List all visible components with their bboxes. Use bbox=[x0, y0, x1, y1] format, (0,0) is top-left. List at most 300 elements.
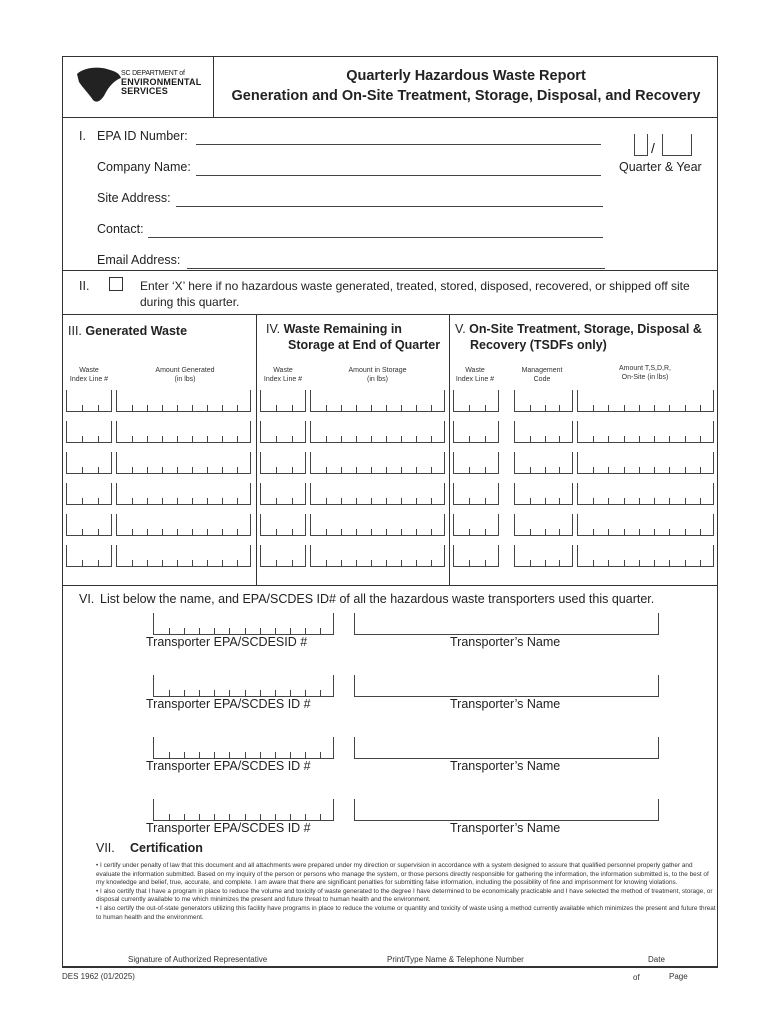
field-tick bbox=[199, 752, 200, 758]
field-tick bbox=[545, 529, 546, 535]
section4-title-line1: Waste Remaining in bbox=[283, 322, 402, 336]
field-tick bbox=[639, 560, 640, 566]
field-tick bbox=[530, 405, 531, 411]
section3-title bbox=[68, 323, 187, 339]
field-tick bbox=[290, 628, 291, 634]
form-title-line1: Quarterly Hazardous Waste Report bbox=[346, 68, 586, 84]
s3-col-index-line2: Index Line # bbox=[69, 376, 109, 383]
field-tick bbox=[485, 405, 486, 411]
field-tick bbox=[624, 467, 625, 473]
quarter-box[interactable] bbox=[634, 134, 648, 156]
field-tick bbox=[229, 814, 230, 820]
field-tick bbox=[237, 405, 238, 411]
field-tick bbox=[685, 498, 686, 504]
field-tick bbox=[260, 814, 261, 820]
s4-index-field[interactable] bbox=[260, 390, 306, 412]
field-tick bbox=[545, 467, 546, 473]
field-tick bbox=[654, 467, 655, 473]
field-tick bbox=[559, 405, 560, 411]
transporter-id-field[interactable] bbox=[153, 799, 334, 821]
field-tick bbox=[305, 752, 306, 758]
field-tick bbox=[401, 436, 402, 442]
field-tick bbox=[669, 560, 670, 566]
transporter-name-field[interactable] bbox=[354, 737, 659, 759]
field-tick bbox=[222, 498, 223, 504]
field-tick bbox=[386, 405, 387, 411]
field-tick bbox=[624, 529, 625, 535]
s3-index-field[interactable] bbox=[66, 514, 112, 536]
field-tick bbox=[184, 752, 185, 758]
field-tick bbox=[386, 436, 387, 442]
field-tick bbox=[700, 405, 701, 411]
section7-number: VII. bbox=[96, 841, 115, 855]
divider-header bbox=[62, 117, 718, 118]
s4-index-field[interactable] bbox=[260, 545, 306, 567]
s4-col-amount-line2: (in lbs) bbox=[366, 376, 388, 383]
field-tick bbox=[177, 498, 178, 504]
contact-field[interactable] bbox=[148, 237, 603, 238]
field-tick bbox=[608, 405, 609, 411]
s5-index-field[interactable] bbox=[453, 390, 499, 412]
s3-index-field[interactable] bbox=[66, 545, 112, 567]
s5-amount-field[interactable] bbox=[577, 390, 714, 412]
field-tick bbox=[341, 405, 342, 411]
field-tick bbox=[237, 467, 238, 473]
s5-mgmt-field[interactable] bbox=[514, 452, 573, 474]
s5-index-field[interactable] bbox=[453, 452, 499, 474]
field-tick bbox=[530, 529, 531, 535]
field-tick bbox=[326, 436, 327, 442]
field-tick bbox=[416, 529, 417, 535]
field-tick bbox=[401, 498, 402, 504]
s3-index-field[interactable] bbox=[66, 390, 112, 412]
field-tick bbox=[639, 498, 640, 504]
field-tick bbox=[416, 436, 417, 442]
field-tick bbox=[685, 529, 686, 535]
s5-col-mgmt-line2: Code bbox=[533, 376, 551, 383]
field-tick bbox=[639, 529, 640, 535]
field-tick bbox=[431, 560, 432, 566]
divider-section2 bbox=[62, 314, 718, 315]
field-tick bbox=[593, 560, 594, 566]
field-tick bbox=[147, 405, 148, 411]
cert-paragraph-3: • I also certify the out-of-state generators utilizing this facility have programs in place to reduce the volume or quantity and toxicity of waste using a method currently available which minimizes the present and future threat to human health and the environment. bbox=[96, 904, 716, 921]
field-tick bbox=[177, 529, 178, 535]
field-tick bbox=[341, 498, 342, 504]
field-tick bbox=[371, 560, 372, 566]
transporter-id-field[interactable] bbox=[153, 613, 334, 635]
field-tick bbox=[229, 628, 230, 634]
quarter-year-label: Quarter & Year bbox=[619, 160, 702, 174]
s5-col-mgmt-header bbox=[512, 366, 572, 384]
field-tick bbox=[608, 467, 609, 473]
field-tick bbox=[292, 498, 293, 504]
field-tick bbox=[276, 560, 277, 566]
field-tick bbox=[132, 467, 133, 473]
field-tick bbox=[685, 467, 686, 473]
s4-index-field[interactable] bbox=[260, 421, 306, 443]
section4-title bbox=[266, 321, 440, 353]
s4-amount-field[interactable] bbox=[310, 452, 445, 474]
field-tick bbox=[177, 560, 178, 566]
field-tick bbox=[356, 436, 357, 442]
field-tick bbox=[326, 405, 327, 411]
field-tick bbox=[207, 560, 208, 566]
no-waste-text-line2: during this quarter. bbox=[140, 295, 240, 309]
field-tick bbox=[654, 436, 655, 442]
epa-id-field[interactable] bbox=[196, 144, 601, 145]
field-tick bbox=[82, 498, 83, 504]
field-tick bbox=[98, 467, 99, 473]
email-address-field[interactable] bbox=[187, 268, 605, 269]
field-tick bbox=[82, 467, 83, 473]
field-tick bbox=[593, 436, 594, 442]
field-tick bbox=[245, 690, 246, 696]
transporter-id-label: Transporter EPA/SCDESID # bbox=[146, 635, 308, 649]
s4-col-index-line1: Waste bbox=[273, 367, 293, 374]
company-name-field[interactable] bbox=[196, 175, 601, 176]
s4-amount-field[interactable] bbox=[310, 421, 445, 443]
s5-mgmt-field[interactable] bbox=[514, 421, 573, 443]
field-tick bbox=[162, 498, 163, 504]
field-tick bbox=[669, 529, 670, 535]
s5-index-field[interactable] bbox=[453, 545, 499, 567]
s5-mgmt-field[interactable] bbox=[514, 483, 573, 505]
s4-amount-field[interactable] bbox=[310, 545, 445, 567]
field-tick bbox=[292, 560, 293, 566]
field-tick bbox=[608, 529, 609, 535]
field-tick bbox=[199, 690, 200, 696]
state-shape-icon bbox=[77, 68, 121, 102]
field-tick bbox=[199, 814, 200, 820]
field-tick bbox=[469, 436, 470, 442]
field-tick bbox=[275, 690, 276, 696]
s5-amount-field[interactable] bbox=[577, 545, 714, 567]
field-tick bbox=[132, 436, 133, 442]
field-tick bbox=[431, 529, 432, 535]
site-address-field[interactable] bbox=[176, 206, 603, 207]
s5-index-field[interactable] bbox=[453, 483, 499, 505]
field-tick bbox=[192, 529, 193, 535]
agency-name bbox=[121, 70, 201, 96]
agency-line2: ENVIRONMENTAL bbox=[121, 77, 202, 87]
transporter-name-field[interactable] bbox=[354, 675, 659, 697]
year-box[interactable] bbox=[662, 134, 692, 156]
field-tick bbox=[162, 405, 163, 411]
field-tick bbox=[169, 752, 170, 758]
field-tick bbox=[132, 529, 133, 535]
signature-label: Signature of Authorized Representative bbox=[128, 955, 268, 964]
s4-amount-field[interactable] bbox=[310, 390, 445, 412]
s5-col-amount-line2: On-Site (in lbs) bbox=[621, 374, 669, 381]
field-tick bbox=[320, 628, 321, 634]
section1-number: I. bbox=[79, 129, 86, 143]
field-tick bbox=[485, 560, 486, 566]
field-tick bbox=[207, 405, 208, 411]
section5-title-line1: On-Site Treatment, Storage, Disposal & bbox=[469, 322, 702, 336]
email-address-label: Email Address: bbox=[97, 253, 181, 267]
field-tick bbox=[98, 529, 99, 535]
field-tick bbox=[431, 436, 432, 442]
field-tick bbox=[162, 560, 163, 566]
field-tick bbox=[98, 560, 99, 566]
field-tick bbox=[593, 467, 594, 473]
field-tick bbox=[305, 690, 306, 696]
field-tick bbox=[700, 436, 701, 442]
field-tick bbox=[260, 752, 261, 758]
field-tick bbox=[184, 814, 185, 820]
divider-section1 bbox=[62, 270, 718, 271]
field-tick bbox=[305, 628, 306, 634]
s4-col-index-line2: Index Line # bbox=[263, 376, 303, 383]
field-tick bbox=[639, 436, 640, 442]
s4-index-field[interactable] bbox=[260, 452, 306, 474]
field-tick bbox=[147, 467, 148, 473]
field-tick bbox=[624, 436, 625, 442]
field-tick bbox=[608, 560, 609, 566]
field-tick bbox=[245, 814, 246, 820]
field-tick bbox=[530, 498, 531, 504]
field-tick bbox=[593, 405, 594, 411]
s3-col-amount-line2: (in lbs) bbox=[174, 376, 196, 383]
s5-col-amount-header bbox=[600, 364, 690, 382]
field-tick bbox=[275, 628, 276, 634]
field-tick bbox=[700, 498, 701, 504]
field-tick bbox=[545, 498, 546, 504]
field-tick bbox=[169, 628, 170, 634]
field-tick bbox=[685, 560, 686, 566]
field-tick bbox=[260, 690, 261, 696]
field-tick bbox=[639, 467, 640, 473]
transporter-name-label: Transporter’s Name bbox=[450, 759, 561, 773]
field-tick bbox=[98, 498, 99, 504]
field-tick bbox=[356, 560, 357, 566]
field-tick bbox=[624, 405, 625, 411]
section5-title-line2: Recovery (TSDFs only) bbox=[470, 338, 607, 352]
s5-index-field[interactable] bbox=[453, 421, 499, 443]
field-tick bbox=[82, 560, 83, 566]
field-tick bbox=[292, 529, 293, 535]
field-tick bbox=[545, 560, 546, 566]
field-tick bbox=[98, 405, 99, 411]
field-tick bbox=[177, 467, 178, 473]
s3-amount-field[interactable] bbox=[116, 514, 251, 536]
field-tick bbox=[290, 752, 291, 758]
s4-amount-field[interactable] bbox=[310, 483, 445, 505]
field-tick bbox=[401, 467, 402, 473]
field-tick bbox=[207, 498, 208, 504]
section6-number: VI. bbox=[79, 592, 95, 606]
field-tick bbox=[276, 405, 277, 411]
field-tick bbox=[386, 560, 387, 566]
field-tick bbox=[214, 628, 215, 634]
section3-number: III. bbox=[68, 324, 82, 338]
field-tick bbox=[177, 405, 178, 411]
field-tick bbox=[356, 405, 357, 411]
no-waste-checkbox[interactable] bbox=[109, 277, 123, 291]
field-tick bbox=[237, 498, 238, 504]
field-tick bbox=[245, 628, 246, 634]
field-tick bbox=[207, 529, 208, 535]
field-tick bbox=[276, 498, 277, 504]
s5-col-mgmt-line1: Management bbox=[521, 367, 563, 374]
field-tick bbox=[485, 436, 486, 442]
field-tick bbox=[371, 498, 372, 504]
section7-title: Certification bbox=[130, 841, 203, 855]
quarter-separator: / bbox=[651, 140, 655, 156]
field-tick bbox=[530, 436, 531, 442]
section3-title-text: Generated Waste bbox=[85, 324, 188, 338]
field-tick bbox=[147, 529, 148, 535]
field-tick bbox=[386, 467, 387, 473]
field-tick bbox=[416, 498, 417, 504]
field-tick bbox=[276, 436, 277, 442]
field-tick bbox=[559, 436, 560, 442]
field-tick bbox=[292, 436, 293, 442]
company-name-label: Company Name: bbox=[97, 160, 191, 174]
divider-col-3-4 bbox=[256, 314, 257, 585]
cert-paragraph-1: • I certify under penalty of law that this document and all attachments were prepared under my direction or supervision in accordance with a system designed to assure that qualified personnel properly gather and evaluate the information submitted. Based on my inquiry of the person or persons who manage the system, or those persons directly responsible for gathering the information, the information submitted is, to the best of my knowledge and belief, true, accurate, and complete. I am aware that there are significant penalties for submitting false information, including the possibility of fine and imprisonment for knowing violations. bbox=[96, 862, 709, 887]
field-tick bbox=[593, 529, 594, 535]
s3-index-field[interactable] bbox=[66, 483, 112, 505]
field-tick bbox=[276, 467, 277, 473]
divider-tables bbox=[62, 585, 718, 586]
s5-col-amount-line1: Amount T,S,D,R, bbox=[618, 365, 671, 372]
s3-amount-field[interactable] bbox=[116, 452, 251, 474]
field-tick bbox=[469, 467, 470, 473]
field-tick bbox=[386, 498, 387, 504]
s3-index-field[interactable] bbox=[66, 421, 112, 443]
s4-amount-field[interactable] bbox=[310, 514, 445, 536]
field-tick bbox=[401, 529, 402, 535]
s3-amount-field[interactable] bbox=[116, 545, 251, 567]
s5-index-field[interactable] bbox=[453, 514, 499, 536]
transporter-id-field[interactable] bbox=[153, 675, 334, 697]
field-tick bbox=[229, 690, 230, 696]
field-tick bbox=[222, 529, 223, 535]
field-tick bbox=[82, 405, 83, 411]
field-tick bbox=[469, 498, 470, 504]
section4-title-line2: Storage at End of Quarter bbox=[288, 338, 441, 352]
field-tick bbox=[469, 529, 470, 535]
field-tick bbox=[82, 436, 83, 442]
field-tick bbox=[192, 436, 193, 442]
field-tick bbox=[320, 690, 321, 696]
site-address-label: Site Address: bbox=[97, 191, 171, 205]
field-tick bbox=[290, 814, 291, 820]
cert-paragraph-2: • I also certify that I have a program in place to reduce the volume and toxicity of waste generated to the degree I have determined to be economically practicable and I have selected the method of treatment, storage, or disposal currently available to me which minimizes the present and future threat to human health and the environment. bbox=[96, 887, 713, 904]
s4-col-amount-line1: Amount in Storage bbox=[348, 367, 407, 374]
field-tick bbox=[169, 690, 170, 696]
transporter-name-label: Transporter’s Name bbox=[450, 697, 561, 711]
field-tick bbox=[305, 814, 306, 820]
field-tick bbox=[669, 467, 670, 473]
field-tick bbox=[624, 560, 625, 566]
s5-mgmt-field[interactable] bbox=[514, 390, 573, 412]
transporter-name-field[interactable] bbox=[354, 799, 659, 821]
s5-mgmt-field[interactable] bbox=[514, 514, 573, 536]
s5-amount-field[interactable] bbox=[577, 421, 714, 443]
field-tick bbox=[162, 436, 163, 442]
field-tick bbox=[559, 498, 560, 504]
s3-col-amount-line1: Amount Generated bbox=[155, 367, 215, 374]
section4-number: IV. bbox=[266, 322, 281, 336]
transporter-id-label: Transporter EPA/SCDES ID # bbox=[146, 759, 311, 773]
field-tick bbox=[654, 529, 655, 535]
s3-col-index-line1: Waste bbox=[79, 367, 99, 374]
field-tick bbox=[192, 498, 193, 504]
field-tick bbox=[147, 498, 148, 504]
s5-col-index-line1: Waste bbox=[465, 367, 485, 374]
field-tick bbox=[700, 560, 701, 566]
field-tick bbox=[207, 467, 208, 473]
field-tick bbox=[326, 560, 327, 566]
field-tick bbox=[624, 498, 625, 504]
field-tick bbox=[320, 752, 321, 758]
print-name-label: Print/Type Name & Telephone Number bbox=[387, 955, 524, 964]
field-tick bbox=[98, 436, 99, 442]
field-tick bbox=[669, 498, 670, 504]
s5-amount-field[interactable] bbox=[577, 514, 714, 536]
field-tick bbox=[654, 498, 655, 504]
contact-label: Contact: bbox=[97, 222, 144, 236]
field-tick bbox=[260, 628, 261, 634]
field-tick bbox=[292, 467, 293, 473]
epa-id-label: EPA ID Number: bbox=[97, 129, 188, 143]
field-tick bbox=[386, 529, 387, 535]
s5-mgmt-field[interactable] bbox=[514, 545, 573, 567]
transporter-id-field[interactable] bbox=[153, 737, 334, 759]
divider-col-4-5 bbox=[449, 314, 450, 585]
s3-col-amount-header bbox=[140, 366, 230, 384]
field-tick bbox=[184, 628, 185, 634]
form-title bbox=[214, 66, 718, 106]
certification-text bbox=[96, 862, 718, 922]
field-tick bbox=[608, 436, 609, 442]
field-tick bbox=[669, 436, 670, 442]
field-tick bbox=[700, 467, 701, 473]
s3-amount-field[interactable] bbox=[116, 483, 251, 505]
field-tick bbox=[199, 628, 200, 634]
agency-line1: SC DEPARTMENT of bbox=[121, 70, 185, 77]
s5-amount-field[interactable] bbox=[577, 483, 714, 505]
s3-index-field[interactable] bbox=[66, 452, 112, 474]
field-tick bbox=[485, 498, 486, 504]
s3-amount-field[interactable] bbox=[116, 390, 251, 412]
s5-col-index-header bbox=[450, 366, 500, 384]
field-tick bbox=[162, 529, 163, 535]
field-tick bbox=[237, 529, 238, 535]
field-tick bbox=[559, 467, 560, 473]
s4-index-field[interactable] bbox=[260, 483, 306, 505]
field-tick bbox=[639, 405, 640, 411]
field-tick bbox=[237, 560, 238, 566]
section5-number: V. bbox=[455, 322, 466, 336]
field-tick bbox=[326, 467, 327, 473]
field-tick bbox=[177, 436, 178, 442]
field-tick bbox=[608, 498, 609, 504]
section2-number: II. bbox=[79, 279, 90, 293]
field-tick bbox=[545, 436, 546, 442]
s5-amount-field[interactable] bbox=[577, 452, 714, 474]
transporter-name-field[interactable] bbox=[354, 613, 659, 635]
section5-title bbox=[455, 321, 702, 353]
s4-index-field[interactable] bbox=[260, 514, 306, 536]
field-tick bbox=[593, 498, 594, 504]
field-tick bbox=[401, 560, 402, 566]
field-tick bbox=[685, 405, 686, 411]
s3-amount-field[interactable] bbox=[116, 421, 251, 443]
